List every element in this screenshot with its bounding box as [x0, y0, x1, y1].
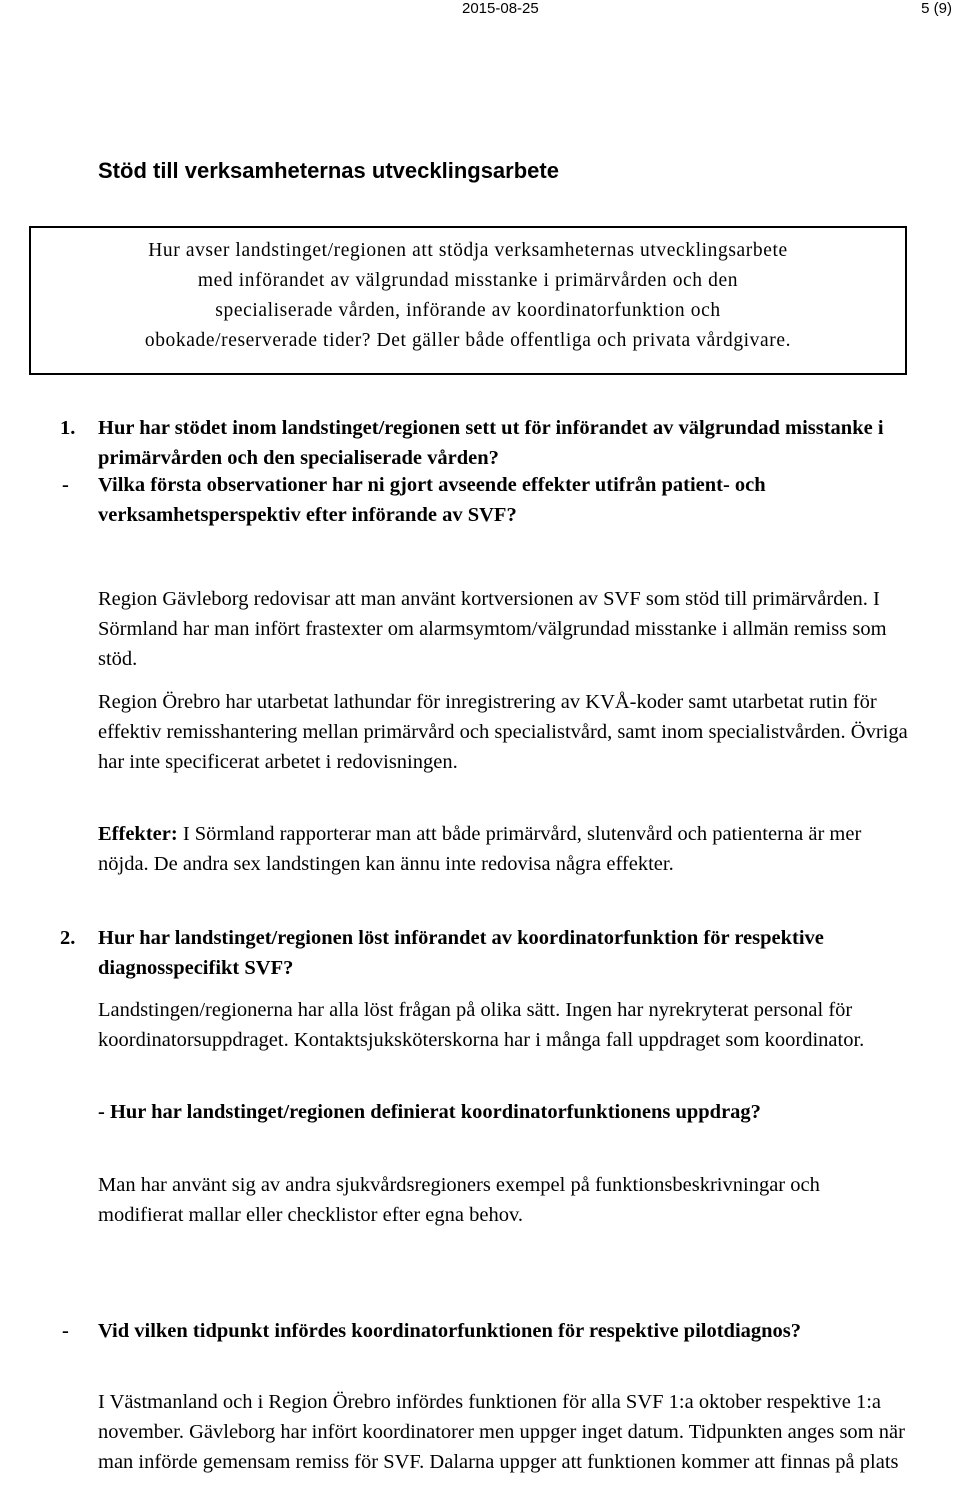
question-2c-dash: - — [62, 1320, 69, 1342]
question-2c-text: Vid vilken tidpunkt infördes koordinatorfunktionen för respektive pilotdiagnos? — [98, 1320, 802, 1342]
boxed-question-line: obokade/reserverade tider? Det gäller både offentliga och privata vårdgivare. — [144, 330, 792, 351]
boxed-question-line: Hur avser landstinget/regionen att stödja verksamheternas utvecklingsarbete — [148, 240, 788, 261]
section-title: Stöd till verksamheternas utvecklingsarbete — [98, 158, 559, 183]
header-date: 2015-08-25 — [462, 0, 539, 17]
boxed-question-line: specialiserade vården, införande av koordinatorfunktion och — [215, 300, 721, 321]
effects-text: I Sörmland rapporterar man att både primärvård, slutenvård och patienterna är mer nöjda. De andra sex landstingen kan ännu inte redovisa några effekter. — [98, 823, 862, 875]
question-1b-text: Vilka första observationer har ni gjort avseende effekter utifrån patient- och verksamhetsperspektiv efter införande av SVF? — [98, 474, 766, 526]
question-2-number: 2. — [60, 927, 76, 949]
question-2b-text: - Hur har landstinget/regionen definierat koordinatorfunktionens uppdrag? — [98, 1101, 761, 1123]
question-1-number: 1. — [60, 417, 76, 439]
answer-paragraph-1: Region Gävleborg redovisar att man använt kortversionen av SVF som stöd till primärvården. I Sörmland har man infört frastexter om alarmsymtom/välgrundad misstanke i allmän remiss som stöd. — [98, 588, 887, 670]
question-1-text: Hur har stödet inom landstinget/regionen sett ut för införandet av välgrundad misstanke i primärvården och den specialiserade vården? — [98, 417, 884, 469]
answer-paragraph-3 — [98, 819, 908, 879]
effects-label: Effekter: — [98, 823, 178, 845]
answer-paragraph-5: Man har använt sig av andra sjukvårdsregioners exempel på funktionsbeskrivningar och modifierat mallar eller checklistor efter egna behov. — [98, 1174, 820, 1226]
header-page-number: 5 (9) — [921, 0, 952, 17]
answer-paragraph-4: Landstingen/regionerna har alla löst frågan på olika sätt. Ingen har nyrekryterat personal för koordinatorsuppdraget. Kontaktsjuksköterskorna har i många fall uppdraget som koordinator. — [98, 999, 865, 1051]
answer-paragraph-6: I Västmanland och i Region Örebro infördes funktionen för alla SVF 1:a oktober respektive 1:a november. Gävleborg har infört koordinatorer men uppger inget datum. Tidpunkten anges som när man införde gemensam remiss för SVF. Dalarna uppger att funktionen kommer att finnas på plats — [98, 1391, 905, 1473]
question-2-text: Hur har landstinget/regionen löst införandet av koordinatorfunktion för respektive diagnosspecifikt SVF? — [98, 927, 824, 979]
question-1b-dash: - — [62, 474, 69, 496]
answer-paragraph-2: Region Örebro har utarbetat lathundar för inregistrering av KVÅ-koder samt utarbetat rutin för effektiv remisshantering mellan primärvård och specialistvård, samt inom specialistvården. Övriga har inte specificerat arbetet i redovisningen. — [98, 691, 908, 773]
boxed-question — [29, 226, 907, 375]
boxed-question-line: med införandet av välgrundad misstanke i primärvården och den — [197, 270, 739, 291]
